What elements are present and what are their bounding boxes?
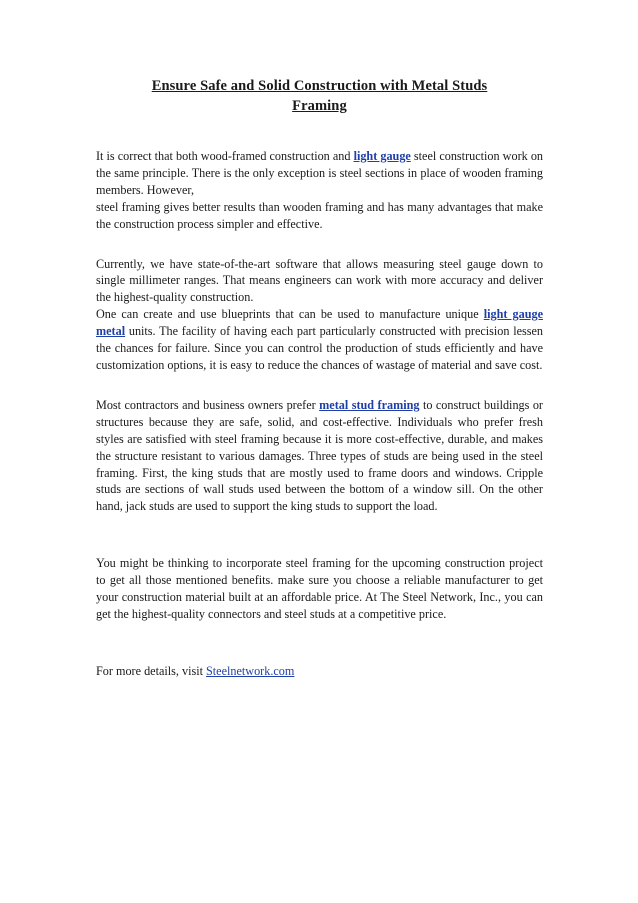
- paragraph-3: [96, 397, 543, 515]
- document-page: [96, 76, 543, 680]
- paragraph-2: [96, 256, 543, 374]
- light-gauge-metal-link[interactable]: light gauge metal: [96, 307, 543, 339]
- document-title: [96, 76, 543, 116]
- paragraph-2-text-c: units. The facility of having each part particularly constructed with precision lessen the chances for failure. Since you can control the production of studs efficiently and have customization options, it is easy to reduce the chances of wastage of material and save cost.: [96, 324, 543, 372]
- metal-stud-framing-link[interactable]: metal stud framing: [319, 397, 420, 412]
- paragraph-4: You might be thinking to incorporate steel framing for the upcoming construction project to get all those mentioned benefits. make sure you choose a reliable manufacturer to get your construction material built at an affordable price. At The Steel Network, Inc., you can get the highest-quality connectors and steel studs at a competitive price.: [96, 556, 543, 621]
- title-line-2: Framing: [292, 98, 347, 114]
- light-gauge-link[interactable]: light gauge: [353, 149, 411, 163]
- paragraph-3-text-b: to construct buildings or structures because they are safe, solid, and cost-effective. Individuals who prefer fresh styles are satisfied with steel framing because it is more cost-effective, durable, and makes the structure resistant to various damages. Three types of studs are being used in the steel framing. First, the king studs that are mostly used to frame doors and windows. Cripple studs are sections of wall studs used between the bottom of a window sill. On the other hand, jack studs are used to support the king studs to support the load.: [96, 397, 543, 514]
- paragraph-1: [96, 148, 543, 233]
- paragraph-1-text-a: It is correct that both wood-framed construction and: [96, 149, 354, 163]
- paragraph-2-text-b: One can create and use blueprints that can be used to manufacture unique: [96, 307, 484, 322]
- paragraph-1-text-c: steel framing gives better results than wooden framing and has many advantages that make the construction process simpler and effective.: [96, 199, 543, 231]
- paragraph-2-text-a: Currently, we have state-of-the-art software that allows measuring steel gauge down to single millimeter ranges. That means engineers can work with more accuracy and deliver the highest-quality construction.: [96, 256, 543, 305]
- paragraph-5: [96, 663, 543, 680]
- paragraph-5-text-a: For more details, visit: [96, 663, 207, 678]
- paragraph-3-text-a: Most contractors and business owners prefer: [96, 397, 320, 412]
- steelnetwork-link[interactable]: Steelnetwork.com: [206, 663, 295, 678]
- paragraph-1-text-b: steel construction work on the same principle. There is the only exception is steel sections in place of wooden framing members. However,: [96, 149, 543, 197]
- title-line-1: Ensure Safe and Solid Construction with Metal Studs: [151, 78, 488, 94]
